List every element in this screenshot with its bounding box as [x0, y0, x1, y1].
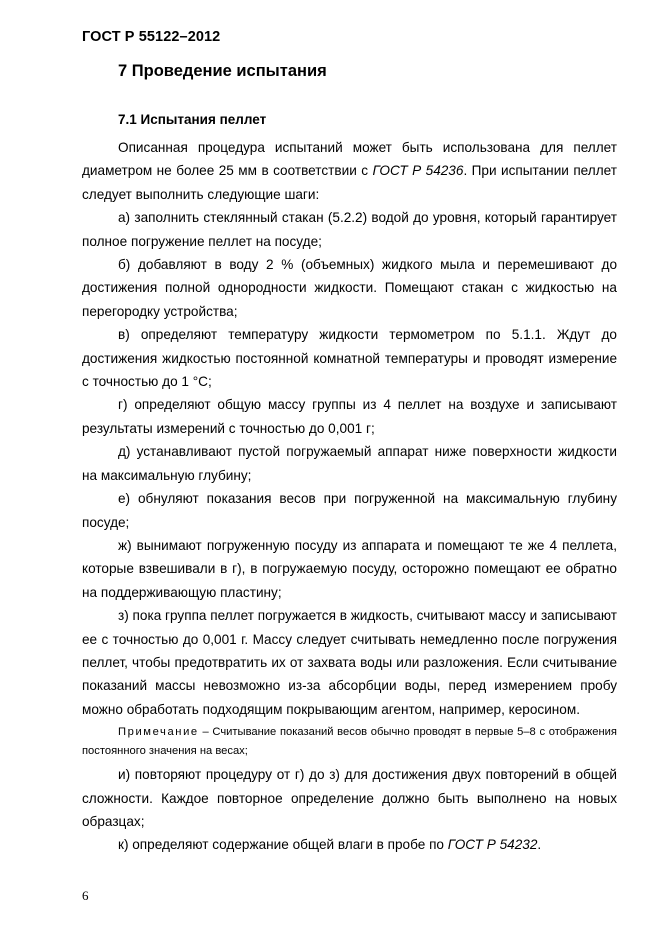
note-text: – Считывание показаний весов обычно проводят в первые 5–8 с отображения постоянного значения на весах; — [82, 726, 617, 758]
step-k — [82, 833, 617, 856]
step-a: а) заполнить стеклянный стакан (5.2.2) водой до уровня, который гарантирует полное погружение пеллет на посуде; — [82, 210, 617, 249]
step-z: з) пока группа пеллет погружается в жидкость, считывают массу и записывают ее с точностью до 0,001 г. Массу следует считывать немедленно после погружения пеллет, чтобы предотвратить их от захвата воды или разложения. Если считывание показаний массы невозможно из-за абсорбции воды, перед измерением пробу можно обработать подходящим покрывающим агентом, например, керосином. — [82, 608, 618, 717]
intro-text: Описанная процедура испытаний может быть использована для пеллет диаметром не более 25 мм в соответствии с — [82, 140, 617, 179]
step-k-text: к) определяют содержание общей влаги в пробе по — [118, 837, 448, 853]
document-header: ГОСТ Р 55122–2012 — [82, 29, 221, 45]
standard-reference: ГОСТ Р 54232 — [447, 837, 538, 853]
body-text — [82, 136, 617, 857]
step-k-text-end: . — [537, 837, 542, 853]
step-e: е) обнуляют показания весов при погруженной на максимальную глубину посуде; — [82, 491, 617, 530]
section-title: 7 Проведение испытания — [118, 62, 327, 80]
standard-reference: ГОСТ Р 54236 — [372, 163, 464, 179]
note-label: Примечание — [118, 726, 199, 739]
page-number: 6 — [82, 888, 89, 903]
step-d: д) устанавливают пустой погружаемый аппарат ниже поверхности жидкости на максимальную глубину; — [82, 444, 617, 483]
step-g: г) определяют общую массу группы из 4 пеллет на воздухе и записывают результаты измерений с точностью до 0,001 г; — [82, 397, 617, 436]
note-paragraph — [82, 723, 617, 761]
intro-paragraph — [82, 136, 617, 206]
step-zh: ж) вынимают погруженную посуду из аппарата и помещают те же 4 пеллета, которые взвешивали в г), в погружаемую посуду, осторожно помещают ее обратно на поддерживающую пластину; — [82, 537, 617, 600]
step-v: в) определяют температуру жидкости термометром по 5.1.1. Ждут до достижения жидкостью постоянной комнатной температуры и проводят измерение с точностью до 1 °С; — [82, 327, 617, 390]
subsection-title: 7.1 Испытания пеллет — [118, 112, 267, 127]
step-i: и) повторяют процедуру от г) до з) для достижения двух повторений в общей сложности. Каждое повторное определение должно быть выполнено на новых образцах; — [82, 767, 617, 829]
step-b: б) добавляют в воду 2 % (объемных) жидкого мыла и перемешивают до достижения полной однородности жидкости. Помещают стакан с жидкостью на перегородку устройства; — [82, 257, 617, 319]
intro-text-end: . При испытании пеллет следует выполнить следующие шаги: — [82, 163, 617, 202]
